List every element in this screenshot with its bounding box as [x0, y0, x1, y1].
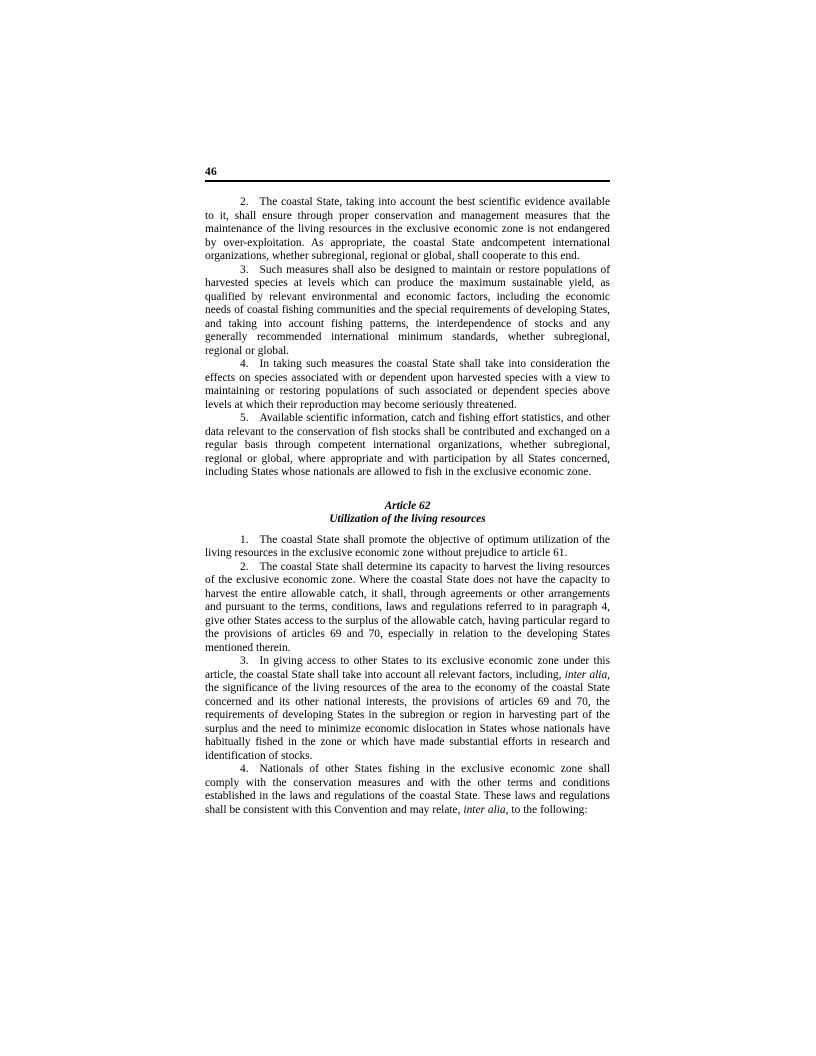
paragraph-number: 2. [240, 196, 249, 208]
latin-phrase: inter alia [463, 803, 506, 816]
text-run: the significance of the living resources of the area to the economy of the coastal State concerned and its other national interests, the provisions of articles 69 and 70, the requirements of developing States in the subregion or region in harvesting part of the surplus and the need to minimize economic dislocation in States whose nationals have habitually fished in the zone or which have made substantial efforts in research and identification of stocks. [205, 682, 610, 762]
paragraph-text: Available scientific information, catch and fishing effort statistics, and other data relevant to the conservation of fish stocks shall be contributed and exchanged on a regular basis through competent international organizations, whether subregional, regional or global, where appropriate and with participation by all States concerned, including States whose nationals are allowed to fish in the exclusive economic zone. [205, 412, 610, 478]
paragraph-text [205, 561, 610, 654]
text-run: In giving access to other States to its exclusive economic zone under this article, the coastal State shall take into account all relevant factors, including, [205, 655, 610, 681]
page-body [205, 196, 610, 817]
paragraph-text: In taking such measures the coastal State shall take into consideration the effects on species associated with or dependent upon harvested species with a view to maintaining or restoring populations of such associated or dependent species above levels at which their reproduction may become seriously threatened. [205, 358, 610, 411]
paragraph-number: 3. [240, 655, 249, 667]
article-subtitle: Utilization of the living resources [329, 513, 486, 525]
paragraph-text [205, 534, 610, 560]
paragraph-number: 5. [240, 412, 249, 424]
paragraph-number: 3. [240, 263, 249, 276]
page-number: 46 [205, 166, 217, 178]
paragraph-text: Such measures shall also be designed to maintain or restore populations of harvested species at levels which can produce the maximum sustainable yield, as qualified by relevant environmental and economic factors, including the economic needs of coastal fishing communities and the special requirements of developing States, and taking into account fishing patterns, the interdependence of stocks and any generally recommended international minimum standards, whether subregional, regional or global. [205, 263, 610, 357]
paragraph-61-2 [205, 196, 610, 264]
text-run: , to the following: [505, 803, 588, 816]
paragraph-62-4 [205, 763, 610, 817]
paragraph-62-1 [205, 534, 610, 561]
text-run: The coastal State shall promote the objective of optimum utilization of the living resources in the exclusive economic zone without prejudice to article 61. [205, 533, 610, 559]
paragraph-text [205, 763, 610, 816]
latin-phrase: inter alia, [564, 668, 611, 681]
paragraph-61-3 [205, 264, 610, 359]
paragraph-text: The coastal State, taking into account the best scientific evidence available to it, shall ensure through proper conservation and management measures that the maintenance of the living resources in the exclusive economic zone is not endangered by over-exploitation. As appropriate, the coastal State andcompetent international organizations, whether subregional, regional or global, shall cooperate to this end. [205, 196, 610, 262]
paragraph-number: 4. [240, 763, 249, 775]
paragraph-61-4 [205, 358, 610, 412]
paragraph-62-3 [205, 655, 610, 763]
article-heading: Article 62 [384, 499, 431, 512]
paragraph-number: 4. [240, 358, 249, 370]
header-divider-rule [205, 180, 610, 182]
paragraph-62-2 [205, 561, 610, 656]
page-header [205, 166, 610, 182]
paragraph-number: 2. [240, 560, 249, 573]
paragraph-61-5 [205, 412, 610, 480]
text-run: The coastal State shall determine its capacity to harvest the living resources of the exclusive economic zone. Where the coastal State does not have the capacity to harvest the entire allowable catch, it shall, through agreements or other arrangements and pursuant to the terms, conditions, laws and regulations referred to in paragraph 4, give other States access to the surplus of the allowable catch, having particular regard to the provisions of articles 69 and 70, especially in relation to the developing States mentioned therein. [205, 560, 610, 654]
text-run: Nationals of other States fishing in the exclusive economic zone shall comply with the conservation measures and with the other terms and conditions established in the laws and regulations of the coastal State. These laws and regulations shall be consistent with this Convention and may relate, [205, 763, 610, 816]
paragraph-text [205, 655, 610, 762]
paragraph-number: 1. [240, 533, 249, 546]
